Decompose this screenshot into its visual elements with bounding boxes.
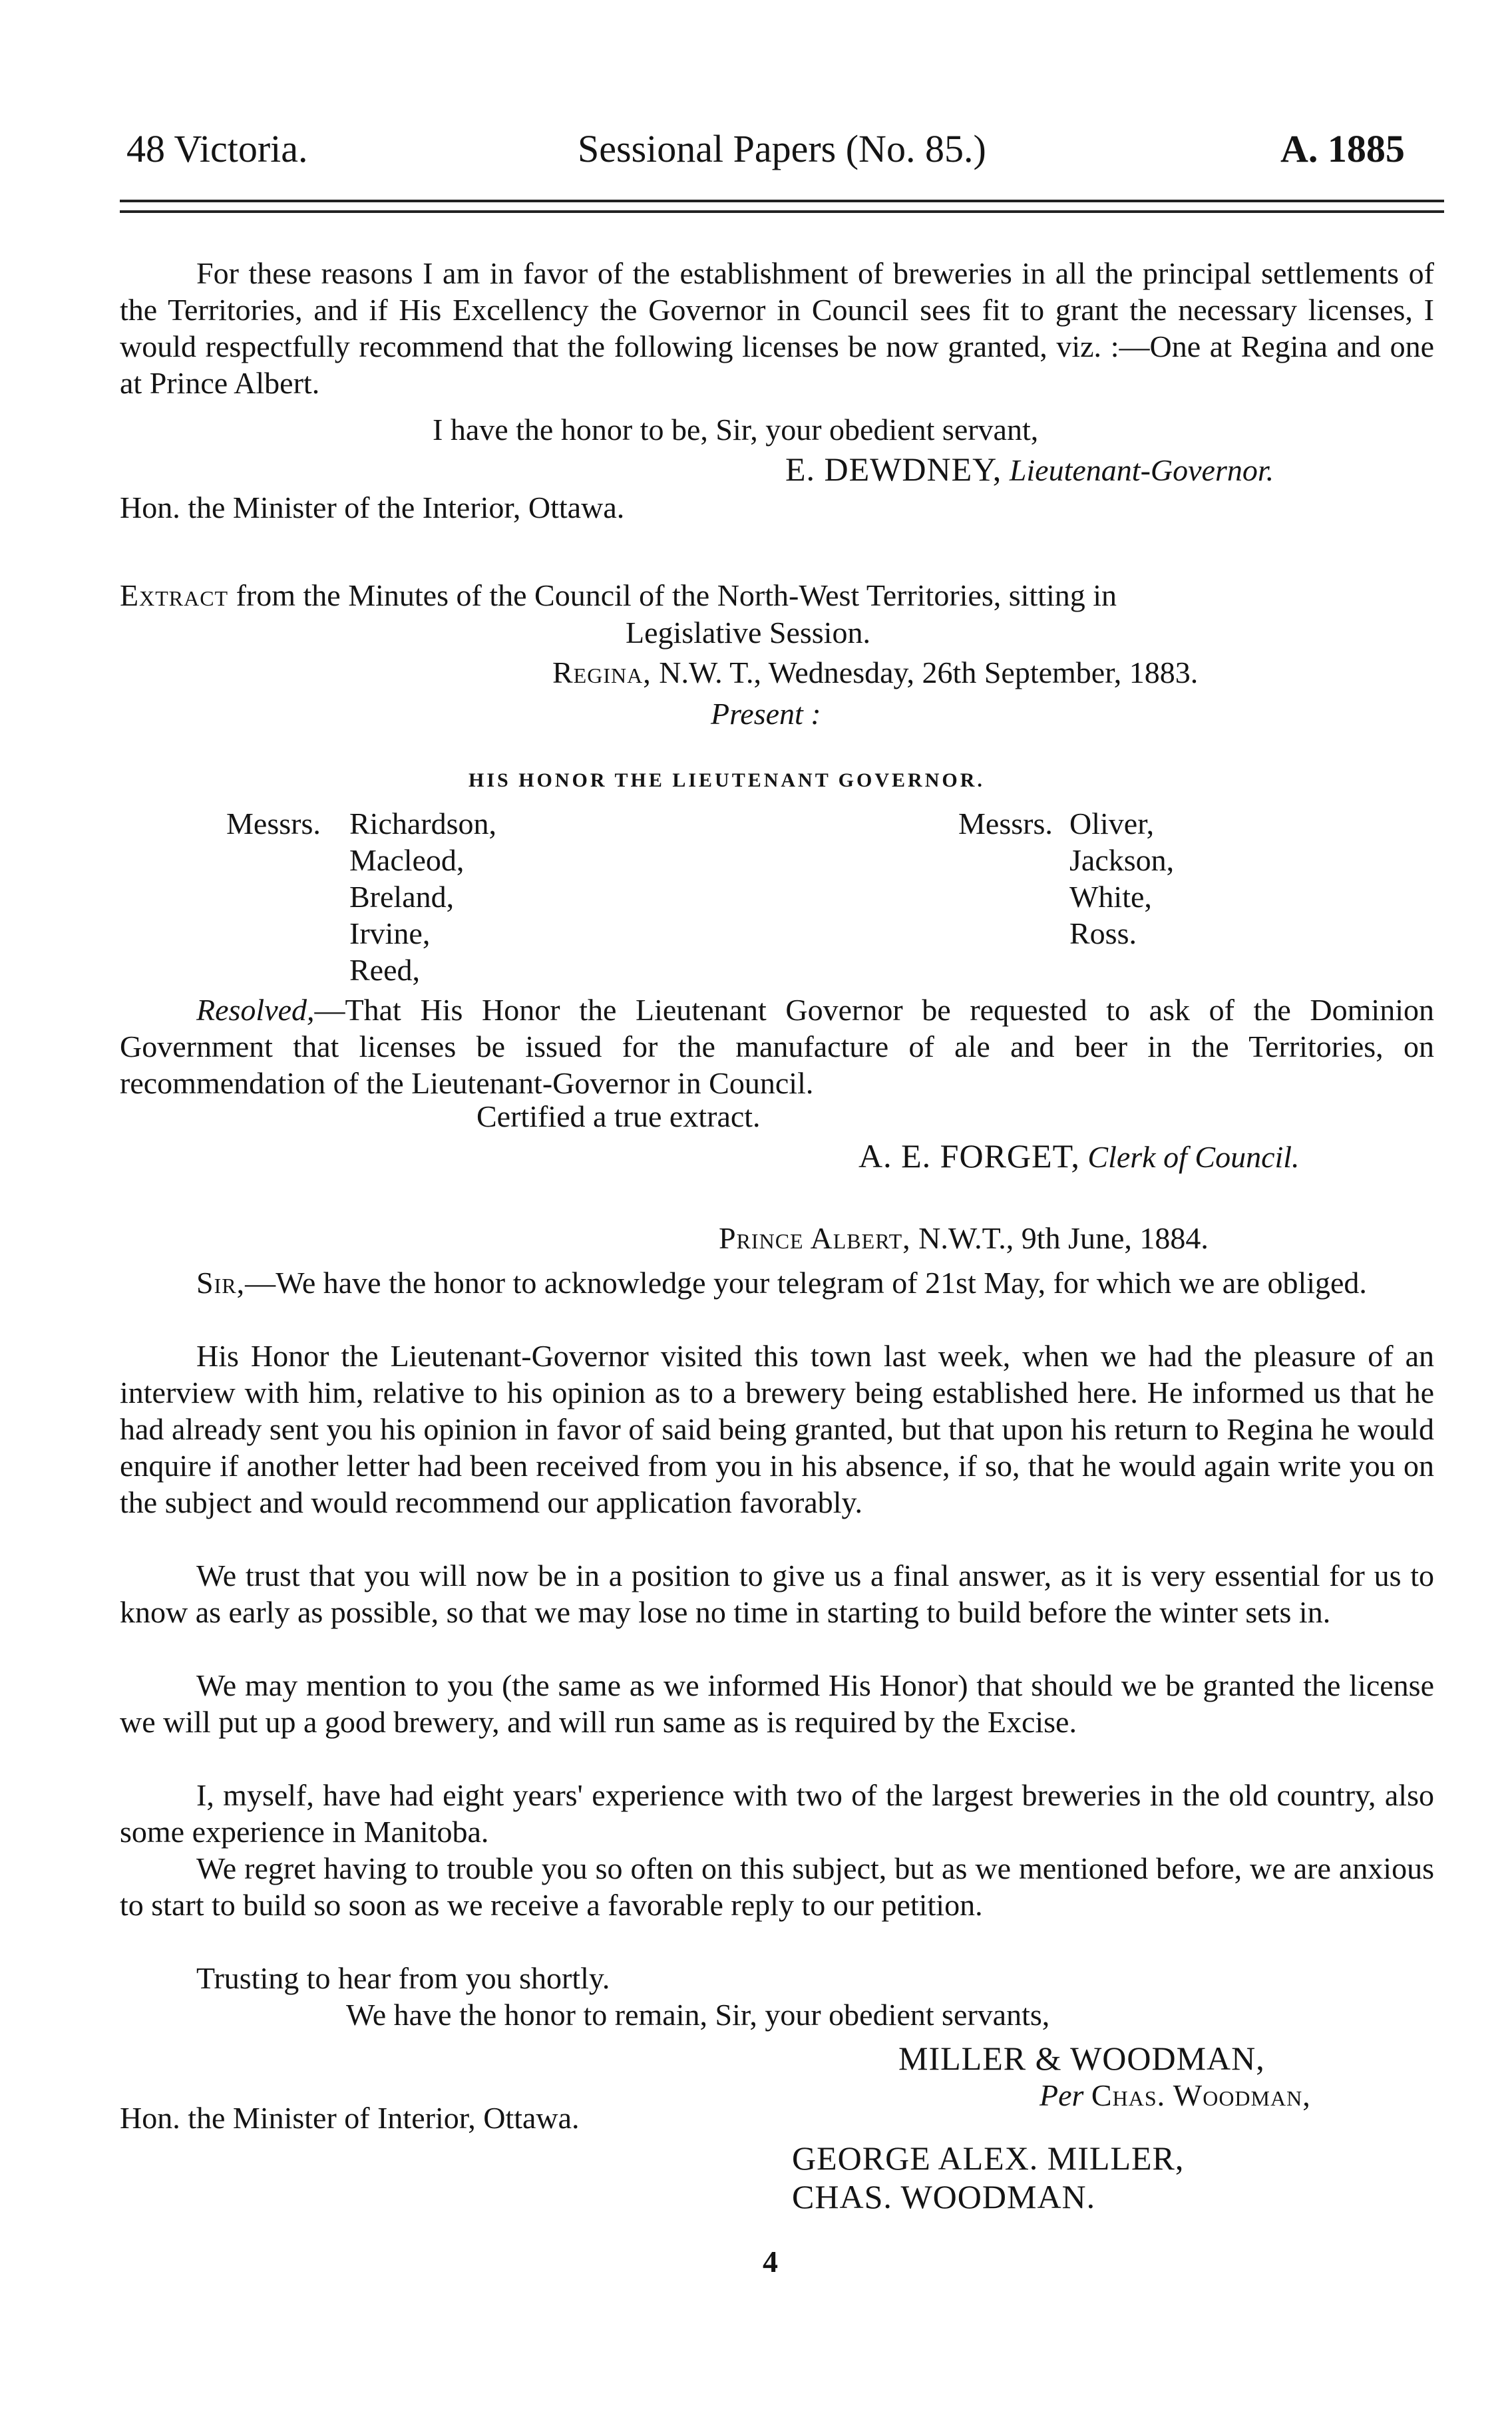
letter2-dateline bbox=[719, 1223, 1209, 1254]
letter2-paragraph-6: We regret having to trouble you so often on this subject, but as we mentioned before, we are anxious to start to build so soon as we receive a favorable reply to our petition. bbox=[120, 1851, 1434, 1922]
extract-heading bbox=[120, 580, 1117, 611]
letter2-per-name: Chas. Woodman, bbox=[1091, 2078, 1311, 2112]
messrs-right: Messrs. bbox=[958, 807, 1053, 840]
header-right: A. 1885 bbox=[1280, 127, 1405, 170]
member-right-1: Oliver, bbox=[1069, 807, 1155, 840]
letter1-signature-name: E. DEWDNEY, bbox=[785, 451, 1002, 488]
letter2-per-line bbox=[1040, 2080, 1311, 2111]
letter2-paragraph-3: We trust that you will now be in a position to give us a final answer, as it is very essential for us to know as early as possible, so that we may lose no time in starting to build before the winter sets in. bbox=[120, 1559, 1434, 1629]
letter2-addressee: Hon. the Minister of Interior, Ottawa. bbox=[120, 2101, 580, 2135]
member-right-3: White, bbox=[1069, 880, 1152, 914]
letter1-paragraph: For these reasons I am in favor of the establishment of breweries in all the principal settlements of the Territories, and if His Excellency the Governor in Council sees fit to grant the necessary licenses, I would respectfully recommend that the following licenses be now granted, viz. :—One at Regina and one at Prince Albert. bbox=[120, 256, 1434, 400]
extract-place: Regina, bbox=[552, 655, 652, 689]
header-rule-top bbox=[120, 200, 1444, 202]
letter2-place: Prince Albert, bbox=[719, 1221, 911, 1255]
resolved-text: —That His Honor the Lieutenant Governor be requested to ask of the Dominion Government that licenses be issued for the manufacture of ale and beer in the Territories, on recommendation of the Lieutenant-Governor in Council. bbox=[120, 993, 1434, 1100]
extract-heading-line2: Legislative Session. bbox=[626, 616, 870, 650]
letter2-closing: We have the honor to remain, Sir, your obedient servants, bbox=[346, 1998, 1050, 2032]
messrs-left: Messrs. bbox=[226, 807, 321, 840]
resolved-label: Resolved, bbox=[196, 993, 315, 1027]
member-left-1: Richardson, bbox=[349, 807, 497, 840]
clerk-signature bbox=[858, 1139, 1300, 1173]
letter2-date: N.W.T., 9th June, 1884. bbox=[918, 1221, 1209, 1255]
header-center: Sessional Papers (No. 85.) bbox=[578, 127, 986, 170]
member-right-4: Ross. bbox=[1069, 916, 1137, 950]
extract-dateline bbox=[552, 657, 1198, 688]
letter2-paragraph-2: His Honor the Lieutenant-Governor visited this town last week, when we had the pleasure of an interview with him, relative to his opinion as to a brewery being established here. He informed us that he had already sent you his opinion in favor of said being granted, but that upon his return to Regina he would enquire if another letter had been received from you in his absence, if so, that he would again write you on the subject and would recommend our application favorably. bbox=[120, 1339, 1434, 1519]
letter2-paragraph-7: Trusting to hear from you shortly. bbox=[196, 1961, 610, 1995]
member-left-4: Irvine, bbox=[349, 916, 431, 950]
letter2-paragraph-4: We may mention to you (the same as we informed His Honor) that should we be granted the license we will put up a good brewery, and will run same as is required by the Excise. bbox=[120, 1668, 1434, 1739]
clerk-name: A. E. FORGET, bbox=[858, 1137, 1080, 1175]
resolution-paragraph bbox=[120, 992, 1434, 1101]
certified-line: Certified a true extract. bbox=[476, 1099, 761, 1133]
extract-heading-text: from the Minutes of the Council of the North-West Territories, sitting in bbox=[236, 578, 1117, 612]
extract-date: N.W. T., Wednesday, 26th September, 1883. bbox=[659, 655, 1199, 689]
letter2-firm: MILLER & WOODMAN, bbox=[898, 2040, 1265, 2077]
letter1-signature bbox=[785, 453, 1274, 486]
member-right-2: Jackson, bbox=[1069, 843, 1175, 877]
letter2-paragraph-1 bbox=[120, 1264, 1434, 1301]
clerk-title: Clerk of Council. bbox=[1087, 1140, 1300, 1174]
extract-label: Extract bbox=[120, 578, 229, 612]
letter2-p1-text: —We have the honor to acknowledge your telegram of 21st May, for which we are obliged. bbox=[245, 1266, 1367, 1300]
letter1-closing: I have the honor to be, Sir, your obedient servant, bbox=[433, 413, 1039, 447]
letter2-per: Per bbox=[1040, 2078, 1084, 2112]
letter2-salutation: Sir, bbox=[196, 1266, 246, 1300]
letter1-addressee: Hon. the Minister of the Interior, Ottawa. bbox=[120, 490, 625, 524]
member-left-5: Reed, bbox=[349, 953, 421, 987]
member-left-2: Macleod, bbox=[349, 843, 465, 877]
extract-present: Present : bbox=[711, 697, 821, 731]
letter2-signer-1: GEORGE ALEX. MILLER, bbox=[792, 2139, 1185, 2177]
page-number: 4 bbox=[763, 2245, 778, 2279]
letter1-signature-title: Lieutenant-Governor. bbox=[1009, 453, 1274, 487]
extract-presiding: HIS HONOR THE LIEUTENANT GOVERNOR. bbox=[469, 769, 985, 791]
member-left-3: Breland, bbox=[349, 880, 455, 914]
letter2-paragraph-5: I, myself, have had eight years' experience with two of the largest breweries in the old country, also some experience in Manitoba. bbox=[120, 1778, 1434, 1849]
header-rule-bottom bbox=[120, 210, 1444, 213]
letter2-signer-2: CHAS. WOODMAN. bbox=[792, 2178, 1096, 2215]
header-left: 48 Victoria. bbox=[126, 127, 308, 170]
